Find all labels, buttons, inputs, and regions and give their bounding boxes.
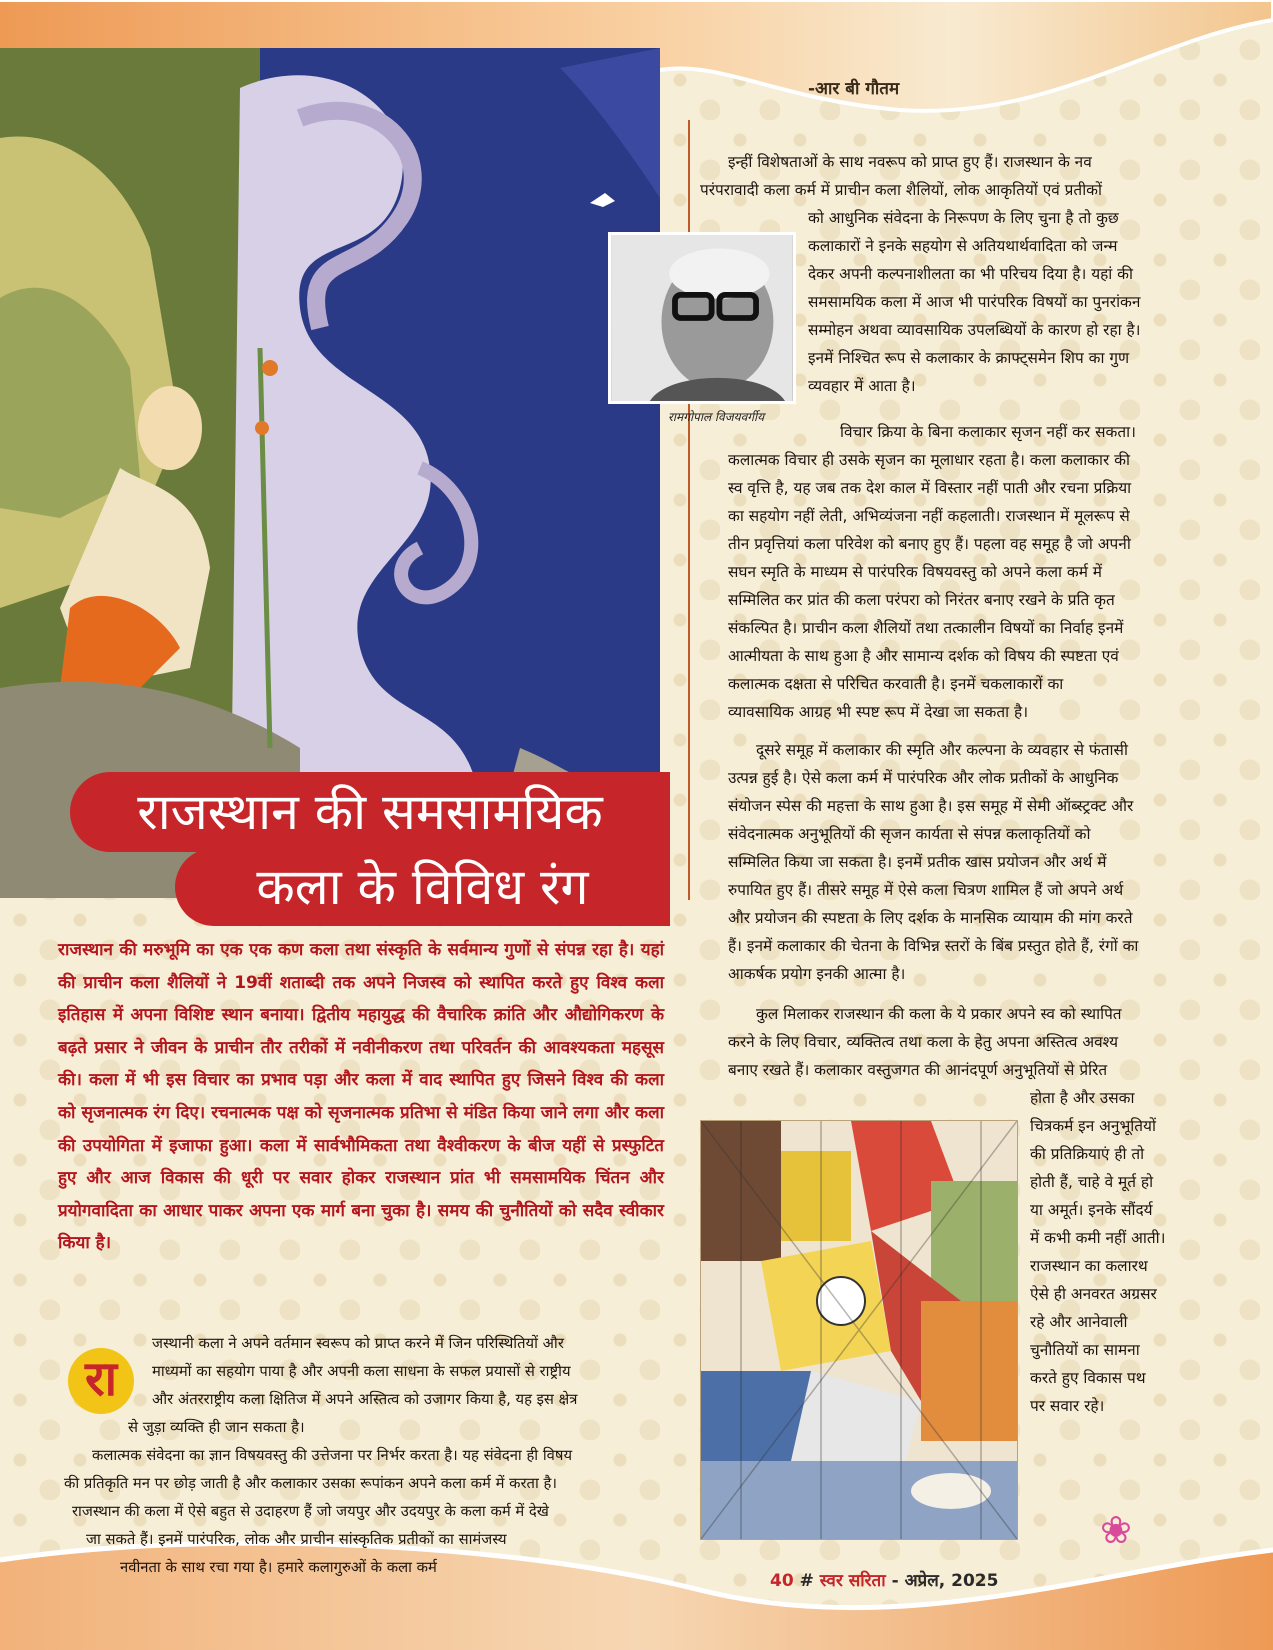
page-number: 40 (770, 1571, 794, 1591)
body-line: जस्थानी कला ने अपने वर्तमान स्वरूप को प्राप्त करने में जिन परिस्थितियों और (152, 1335, 564, 1352)
body-line: व्यवहार में आता है। (808, 377, 916, 395)
body-line: नवीनता के साथ रचा गया है। हमारे कलागुरुओं के कला कर्म (120, 1559, 437, 1576)
author-portrait (608, 232, 796, 404)
author-credit: -आर बी गौतम (808, 79, 900, 99)
body-line: संयोजन स्पेस की महत्ता के साथ हुआ है। इस समूह में सेमी ऑब्स्ट्रक्ट और (728, 797, 1134, 815)
body-line: कलात्मक संवेदना का ज्ञान विषयवस्तु की उत्तेजना पर निर्भर करता है। यह संवेदना ही विषय (92, 1447, 573, 1464)
body-line: उत्पन्न हुई है। ऐसे कला कर्म में पारंपरिक और लोक प्रतीकों के आधुनिक (728, 769, 1119, 787)
article-title-line2: कला के विविध रंग (175, 848, 670, 926)
body-line: में कभी कमी नहीं आती। (1030, 1229, 1166, 1247)
body-line: इनमें निश्चित रूप से कलाकार के क्राफ्ट्समेन शिप का गुण (808, 349, 1130, 367)
body-line: माध्यमों का सहयोग पाया है और अपनी कला साधना के सफल प्रयासों से राष्ट्रीय (152, 1363, 571, 1380)
body-line: बनाए रखते हैं। कलाकार वस्तुजगत की आनंदपूर्ण अनुभूतियों से प्रेरित (728, 1061, 1108, 1079)
drop-cap: रा (68, 1348, 134, 1414)
portrait-caption: रामगोपाल विजयवर्गीय (668, 410, 765, 424)
body-line: संकल्पित है। प्राचीन कला शैलियों तथा तत्कालीन विषयों का निर्वाह इनमें (728, 619, 1124, 637)
body-line: सम्मिलित किया जा सकता है। इनमें प्रतीक खास प्रयोजन और अर्थ में (728, 853, 1107, 871)
body-line: ऐसे ही अनवरत अग्रसर (1030, 1285, 1157, 1303)
body-line: करने के लिए विचार, व्यक्तित्व तथा कला के हेतु अपना अस्तित्व अवश्य (728, 1033, 1119, 1051)
body-line: या अमूर्त। इनके सौंदर्य (1030, 1201, 1153, 1219)
body-line: इन्हीं विशेषताओं के साथ नवरूप को प्राप्त हुए हैं। राजस्थान के नव (728, 153, 1092, 171)
body-line: और अंतरराष्ट्रीय कला क्षितिज में अपने अस्तित्व को उजागर किया है, यह इस क्षेत्र (152, 1391, 578, 1408)
body-line: और प्रयोजन की स्पष्टता के लिए दर्शक के मानसिक व्यायाम की मांग करते (728, 909, 1133, 927)
body-line: आत्मीयता के साथ हुआ है और सामान्य दर्शक को विषय की स्पष्टता एवं (728, 647, 1119, 665)
body-line: आकर्षक प्रयोग इनकी आत्मा है। (728, 965, 906, 983)
body-line: सम्मोहन अथवा व्यावसायिक उपलब्धियों के कारण हो रहा है। (808, 321, 1141, 339)
magazine-name: स्वर सरिता (819, 1571, 886, 1591)
body-line: जा सकते हैं। इनमें पारंपरिक, लोक और प्राचीन सांस्कृतिक प्रतीकों का सामंजस्य (86, 1531, 507, 1548)
body-line: कुल मिलाकर राजस्थान की कला के ये प्रकार अपने स्व को स्थापित (756, 1005, 1122, 1023)
body-line: राजस्थान का कलारथ (1030, 1257, 1148, 1275)
body-line: दूसरे समूह में कलाकार की स्मृति और कल्पना के व्यवहार से फंतासी (756, 741, 1128, 759)
body-line: समसामयिक कला में आज भी पारंपरिक विषयों का पुनरांकन (808, 293, 1141, 311)
body-line: रहे और आनेवाली (1030, 1313, 1128, 1331)
article-title-line1: राजस्थान की समसामयिक (70, 772, 670, 852)
body-line: का सहयोग नहीं लेती, अभिव्यंजना नहीं कहलाती। राजस्थान में मूलरूप से (728, 507, 1130, 525)
body-line: विचार क्रिया के बिना कलाकार सृजन नहीं कर सकता। (840, 423, 1136, 441)
body-line: राजस्थान की कला में ऐसे बहुत से उदाहरण हैं जो जयपुर और उदयपुर के कला कर्म में देखे (72, 1503, 549, 1520)
body-line: स्व वृत्ति है, यह जब तक देश काल में विस्तार नहीं पाती और रचना प्रक्रिया (728, 479, 1132, 497)
intro-paragraph: राजस्थान की मरुभूमि का एक एक कण कला तथा संस्कृति के सर्वमान्य गुणों से संपन्न रहा है। यहां की प्राचीन कला शैलियों ने 19वीं शताब्दी तक अपने निजस्व को स्थापित करते हुए विश्व कला इतिहास में अपना विशिष्ट स्थान बनाया। द्वितीय महायुद्ध की वैचारिक क्रांति और औद्योगिकरण के बढ़ते प्रसार ने जीवन के प्राचीन तौर तरीकों में नवीनीकरण तथा परिवर्तन की आवश्यकता महसूस की। कला में भी इस विचार का प्रभाव पड़ा और कला में वाद स्थापित हुए जिसने विश्व की कला को सृजनात्मक रंग दिए। रचनात्मक पक्ष को सृजनात्मक प्रतिभा से मंडित किया जाने लगा और कला की उपयोगिता में इजाफा हुआ। कला में सार्वभौमिकता तथा वैश्वीकरण के बीज यहीं से प्रस्फुटित हुए और आज विकास की धूरी पर सवार होकर राजस्थान प्रांत भी समसामयिक चिंतन और प्रयोगवादिता का आधार पाकर अपना एक मार्ग बना चुका है। समय की चुनौतियों को सदैव स्वीकार किया है। (58, 940, 664, 1254)
body-line: की प्रतिक्रियाएं ही तो (1030, 1145, 1145, 1163)
body-line: सम्मिलित कर प्रांत की कला परंपरा को निरंतर बनाए रखने के प्रति कृत (728, 591, 1115, 609)
body-line: तीन प्रवृत्तियां कला परिवेश को बनाए हुए हैं। पहला वह समूह है जो अपनी (728, 535, 1131, 553)
body-line: संवेदनात्मक अनुभूतियों की सृजन कार्यता से संपन्न कलाकृतियों को (728, 825, 1091, 843)
body-line: पर सवार रहे। (1030, 1397, 1105, 1415)
body-line: देकर अपनी कल्पनाशीलता का भी परिचय दिया है। यहां की (808, 265, 1133, 283)
body-line: होती हैं, चाहे वे मूर्त हो (1030, 1173, 1154, 1191)
body-line: सघन स्मृति के माध्यम से पारंपरिक विषयवस्तु को अपने कला कर्म में (728, 563, 1103, 581)
floral-ornament-icon: ❀ (1100, 1508, 1132, 1552)
body-line: कलाकारों ने इनके सहयोग से अतियथार्थवादिता को जन्म (808, 237, 1118, 255)
body-line: रुपायित हुए हैं। तीसरे समूह में ऐसे कला चित्रण शामिल हैं जो अपने अर्थ (728, 881, 1124, 899)
body-line: होता है और उसका (1030, 1089, 1135, 1107)
issue-date: अप्रेल, 2025 (904, 1571, 999, 1591)
body-line: की प्रतिकृति मन पर छोड़ जाती है और कलाकार उसका रूपांकन अपने कला कर्म में करता है। (64, 1475, 557, 1492)
abstract-painting (700, 1120, 1018, 1540)
body-line: चुनौतियों का सामना (1030, 1341, 1140, 1359)
feature-painting (0, 48, 660, 898)
body-line: कलात्मक दक्षता से परिचित करवाती है। इनमें चकलाकारों का (728, 675, 1064, 693)
body-line: हैं। इनमें कलाकार की चेतना के विभिन्न स्तरों के बिंब प्रस्तुत होते हैं, रंगों का (728, 937, 1139, 955)
footer-hash: # (799, 1571, 814, 1591)
body-line: से जुड़ा व्यक्ति ही जान सकता है। (128, 1419, 305, 1436)
body-line: कलात्मक विचार ही उसके सृजन का मूलाधार रहता है। कला कलाकार की (728, 451, 1130, 469)
body-line: व्यावसायिक आग्रह भी स्पष्ट रूप में देखा जा सकता है। (728, 703, 1029, 721)
body-line: चित्रकर्म इन अनुभूतियों (1030, 1117, 1156, 1135)
portrait-image (611, 235, 793, 401)
footer-separator: - (891, 1571, 899, 1591)
body-line: करते हुए विकास पथ (1030, 1369, 1146, 1387)
body-line: को आधुनिक संवेदना के निरूपण के लिए चुना है तो कुछ (808, 209, 1119, 227)
body-line: परंपरावादी कला कर्म में प्राचीन कला शैलियों, लोक आकृतियों एवं प्रतीकों (700, 181, 1102, 199)
page-footer (770, 1568, 998, 1591)
